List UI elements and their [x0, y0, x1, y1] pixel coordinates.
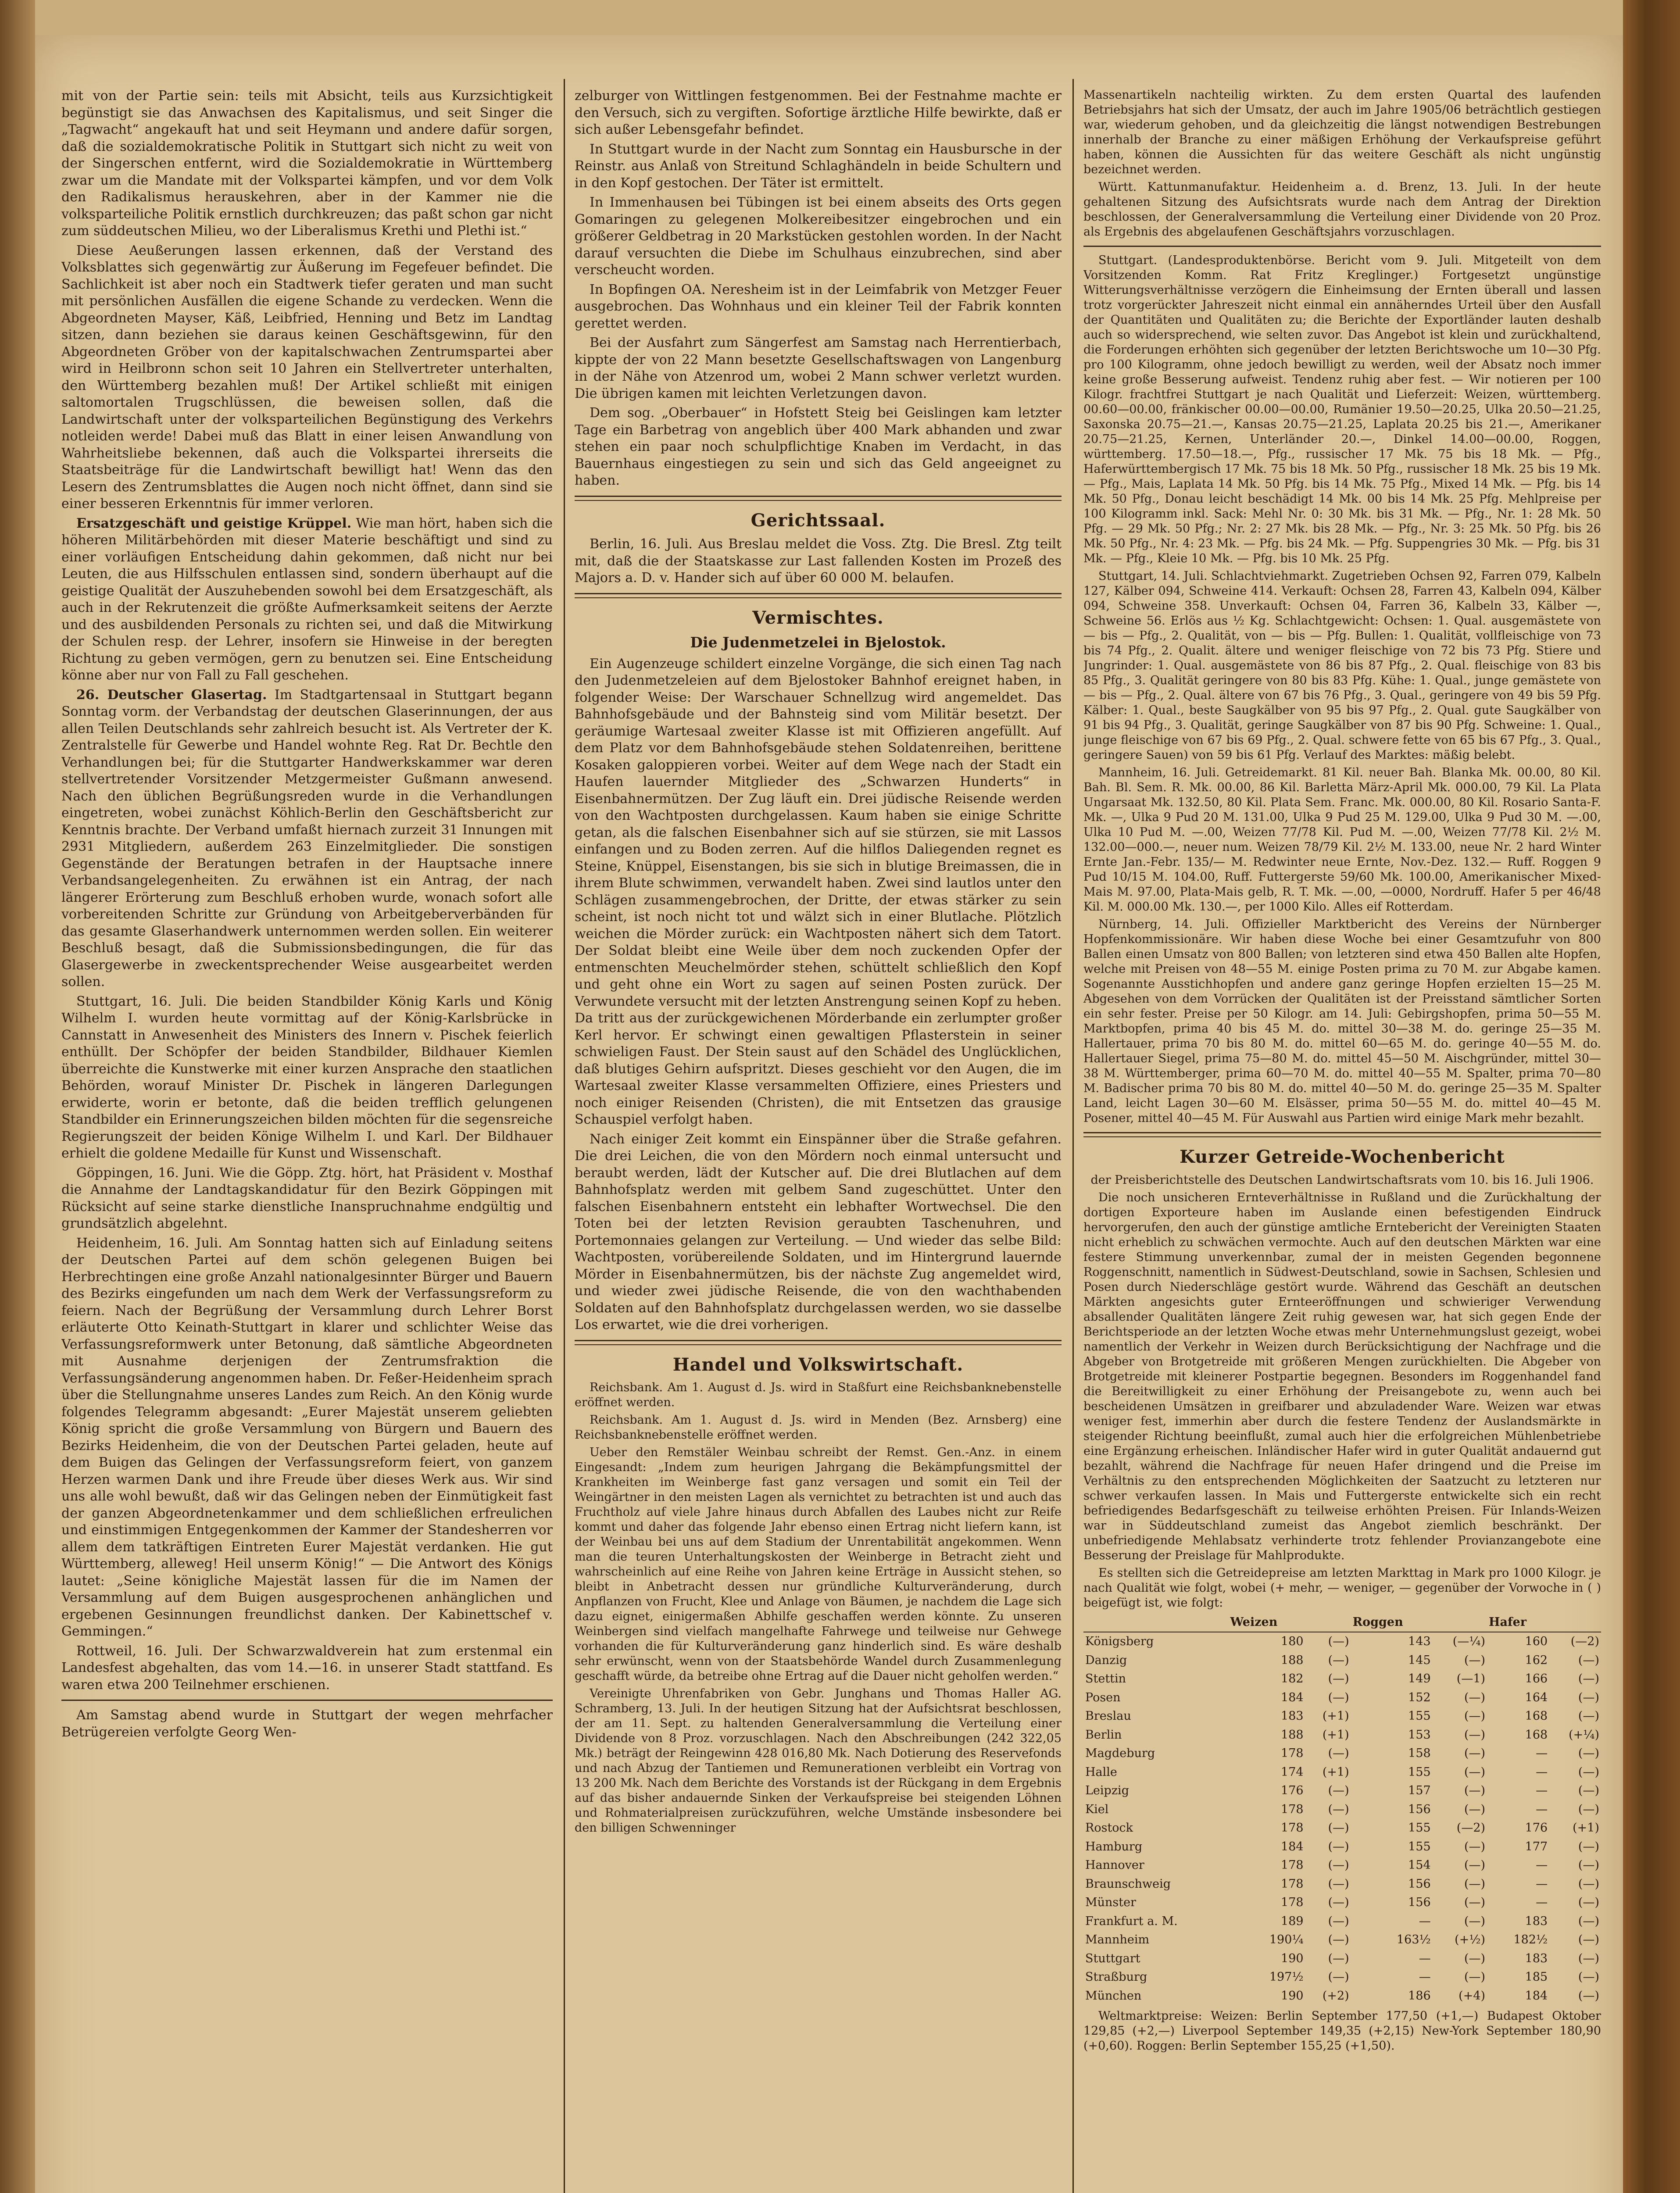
price-cell: 178 — [1281, 1747, 1304, 1760]
price-cell: (—) — [1328, 1802, 1349, 1816]
price-cell: (—) — [1328, 1951, 1349, 1965]
price-cell: (—) — [1328, 1690, 1349, 1704]
price-cell: (—) — [1328, 1747, 1349, 1760]
grain-price-table — [1083, 1613, 1601, 2006]
price-cell: 178 — [1281, 1858, 1304, 1872]
price-cell: (+¼) — [1569, 1728, 1599, 1742]
article-text: In Immenhausen bei Tübingen ist bei einem abseits des Orts gegen Gomaringen zu gelegenen Molkereibesitzer eingebrochen und ein größerer Geldbetrag in 20 Markstücken gestohlen worden. In der Nacht darauf versuchten die Diebe im Schulhaus einzubrechen, sind aber verscheucht worden. — [575, 195, 1062, 278]
price-cell: (—) — [1328, 1970, 1349, 1984]
table-row — [1083, 1950, 1601, 1968]
article-text: Rottweil, 16. Juli. Der Schwarzwaldverein hat zum erstenmal ein Landesfest abgehalten, das vom 14.—16. in unserer Stadt stattfand. Es waren etwa 200 Teilnehmer erschienen. — [61, 1643, 553, 1693]
price-cell: (—2) — [1570, 1635, 1599, 1648]
price-cell: 176 — [1525, 1821, 1548, 1835]
price-cell: (—) — [1464, 1765, 1486, 1779]
city-cell: Straßburg — [1085, 1970, 1147, 1984]
price-cell: 189 — [1281, 1914, 1304, 1928]
price-cell: (—) — [1464, 1653, 1486, 1667]
article-heading: 26. Deutscher Glasertag. — [76, 687, 267, 703]
city-cell: Hamburg — [1085, 1839, 1143, 1854]
table-header-row — [1083, 1613, 1601, 1632]
price-cell: (—) — [1578, 1970, 1599, 1984]
table-body — [1083, 1632, 1601, 2005]
divider — [1083, 246, 1601, 247]
city-cell: Hannover — [1085, 1858, 1144, 1872]
price-cell: (—) — [1578, 1690, 1599, 1704]
price-cell: 188 — [1281, 1728, 1304, 1742]
price-cell: (—) — [1578, 1858, 1599, 1872]
section-heading-getreide: Kurzer Getreide-Wochenbericht — [1180, 1147, 1505, 1167]
article-text: Nach einiger Zeit kommt ein Einspänner über die Straße gefahren. Die drei Leichen, die von den Mördern noch einmal untersucht und beraubt werden, lädt der Kutscher auf. Die drei Blutlachen auf dem Bahnhofsplatz werden mit gelbem Sand zugeschüttet. Unter den falschen Eisenbahnern entsteht ein lebhafter Wortwechsel. Die den Toten bei der letzten Revision geraubten Taschenuhren, und Portemonnaies gelangen zur Verteilung. — Und wieder das selbe Bild: Wachtposten, vorübereilende Soldaten, und im Hintergrund lauernde Mörder in Eisenbahnermützen, bis der nächste Zug angemeldet wird, und wieder zwei jüdische Reisende, die von den wachthabenden Soldaten auf den Bahnhofsplatz durchgelassen werden, wo sie dasselbe Los erwartet, wie die drei vorherigen. — [575, 1131, 1062, 1332]
price-cell: 158 — [1408, 1747, 1431, 1760]
price-cell: — — [1419, 1970, 1431, 1984]
price-cell: (—) — [1464, 1877, 1486, 1891]
city-cell: Münster — [1085, 1896, 1137, 1909]
price-cell: (+1) — [1322, 1765, 1349, 1779]
table-row — [1083, 1632, 1601, 1651]
city-cell: Stuttgart — [1085, 1951, 1140, 1965]
price-cell: (—) — [1464, 1802, 1486, 1816]
price-cell: (+1) — [1573, 1821, 1599, 1835]
price-cell: 166 — [1525, 1672, 1548, 1686]
price-cell: 154 — [1408, 1858, 1431, 1872]
article-body: Wie man hört, haben sich die höheren Militärbehörden mit dieser Materie beschäftigt und sind zu einer vorläufigen Entscheidung dahin gekommen, daß nicht nur bei Leuten, die aus Hilfsschulen entlassen sind, sondern überhaupt auf die geistige Qualität der Auszuhebenden sowohl bei dem Ersatzgeschäft, als auch in der Rekrutenzeit die größte Aufmerksamkeit seitens der Aerzte und des ausbildenden Personals zu richten sei, und daß die Mitwirkung der Schulen resp. der Lehrer, insofern sie Hinweise in der beregten Richtung zu geben vermögen, gern zu benutzen sei. Eine Entscheidung könne aber nur von Fall zu Fall geschehen. — [61, 515, 553, 683]
article-text: Es stellten sich die Getreidepreise am letzten Markttag in Mark pro 1000 Kilogr. je nach Qualität wie folgt, wobei (+ mehr, — weniger, — gegenüber der Vorwoche in ( ) beigefügt ist, wie folgt: — [1083, 1566, 1601, 1610]
article-text: Mannheim, 16. Juli. Getreidemarkt. 81 Kil. neuer Bah. Blanka Mk. 00.00, 80 Kil. Bah. Bl. Sem. R. Mk. 00.00, 86 Kil. Barletta März-April Mk. 000.00, 79 Kil. La Plata Ungarsaat Mk. 132.50, 80 Kil. Plata Sem. Franc. Mk. 000.00, 80 Kil. Rosario Santa-F. Mk. —, Ulka 9 Pud 20 M. 131.00, Ulka 9 Pud 25 M. 129.00, Ulka 9 Pud 30 M. —.00, Ulka 10 Pud M. —.00, Weizen 77/78 Kil. Pud M. —.00, Weizen 77/78 Kil. 2½ M. 132.00—000.—, neuer num. Weizen 78/79 Kil. 2½ M. 133.00, neue Nr. 2 hard Winter Ernte Jan.-Febr. 135/— M. Redwinter neue Ernte, Nov.-Dez. 132.— Ruff. Roggen 9 Pud 10/15 M. 104.00, Ruff. Futtergerste 59/60 Mk. 100.00, Amerikanischer Mixed-Mais M. 97.00, Plata-Mais gelb, R. T. Mk. —.00, —0000, Nordruff. Hafer 5 per 46/48 Kil. M. 000.00 Mk. 130.—, per 1000 Kilo. Alles eif Rotterdam. — [1083, 766, 1601, 914]
price-cell: (—) — [1578, 1896, 1599, 1909]
price-cell: (—) — [1464, 1747, 1486, 1760]
city-cell: Mannheim — [1085, 1933, 1150, 1947]
price-cell: 182 — [1281, 1672, 1304, 1686]
divider — [575, 1340, 1062, 1345]
city-cell: Posen — [1085, 1690, 1121, 1704]
price-cell: (+2) — [1322, 1989, 1349, 2003]
price-cell: — — [1419, 1914, 1431, 1928]
city-cell: Halle — [1085, 1765, 1117, 1779]
price-cell: 152 — [1408, 1690, 1431, 1704]
price-cell: (—) — [1328, 1784, 1349, 1797]
article-text: Stuttgart, 14. Juli. Schlachtviehmarkt. Zugetrieben Ochsen 92, Farren 079, Kalbeln 127, Kälber 094, Schweine 414. Verkauft: Ochsen 28, Farren 43, Kalbeln 094, Kälber 094, Schweine 358. Unverkauft: Ochsen 04, Farren 36, Kalbeln 33, Kälber —, Schweine 56. Erlös aus ½ Kg. Schlachtgewicht: Ochsen: 1. Qual. ausgemästete von — bis — Pfg., 2. Qualität, von — bis — Pfg. Bullen: 1. Qualität, vollfleischige von 73 bis 74 Pfg., 2. Qualit. ältere und weniger fleischige von 72 bis 73 Pfg. Stiere und Jungrinder: 1. Qual. ausgemästete von 86 bis 87 Pfg., 2. Qual. fleischige von 83 bis 85 Pfg., 3. Qualität geringere von 80 bis 83 Pfg. Kühe: 1. Qual., junge gemästete von — bis — Pfg., 2. Qual. ältere von 67 bis 76 Pfg., 3. Qual., geringere von 49 bis 59 Pfg. Kälber: 1. Qual., beste Saugkälber von 95 bis 97 Pfg., 2. Qual. gute Saugkälber von 91 bis 94 Pfg., 3. Qualität, geringe Saugkälber von 87 bis 90 Pfg. Schweine: 1. Qual., junge fleischige von 67 bis 69 Pfg., 2. Qual. schwere fette von 65 bis 67 Pfg., 3. Qual., geringere Sauen) von 59 bis 61 Pfg. Verlauf des Marktes: mäßig belebt. — [1083, 569, 1601, 762]
column-3 — [1083, 88, 1601, 2193]
price-cell: 185 — [1525, 1970, 1548, 1984]
price-cell: (—) — [1328, 1933, 1349, 1947]
article-text: Stuttgart, 16. Juli. Die beiden Standbilder König Karls und König Wilhelm I. wurden heute vormittag auf der König-Karlsbrücke in Cannstatt in Anwesenheit des Ministers des Innern v. Pischek feierlich enthüllt. Der Schöpfer der beiden Standbilder, Bildhauer Kiemlen überreichte die Kunstwerke mit einer kurzen Ansprache den staatlichen Behörden, worauf Minister Dr. Pischek in längeren Darlegungen erwiderte, worin er betonte, daß die beiden trefflich gelungenen Standbilder ein Erinnerungszeichen bilden möchten für die segensreiche Regierungszeit der beiden Könige Wilhelm I. und Karl. Der Bildhauer erhielt die goldene Medaille für Kunst und Wissenschaft. — [61, 993, 553, 1161]
table-header — [1305, 1613, 1351, 1632]
price-cell: (+1) — [1322, 1709, 1349, 1723]
price-cell: — — [1536, 1858, 1548, 1872]
table-header: Roggen — [1351, 1613, 1433, 1632]
price-cell: (—) — [1328, 1672, 1349, 1686]
price-cell: 177 — [1525, 1839, 1548, 1854]
table-header — [1549, 1613, 1601, 1632]
price-cell: (—) — [1328, 1839, 1349, 1854]
price-cell: — — [1419, 1951, 1431, 1965]
price-cell: (—) — [1464, 1728, 1486, 1742]
table-row — [1083, 1689, 1601, 1707]
table-header: Weizen — [1229, 1613, 1305, 1632]
price-cell: (—) — [1578, 1951, 1599, 1965]
price-cell: 149 — [1408, 1672, 1431, 1686]
price-cell: (—1) — [1456, 1672, 1486, 1686]
table-header — [1083, 1613, 1229, 1632]
table-row — [1083, 1707, 1601, 1726]
article-text: Bei der Ausfahrt zum Sängerfest am Samstag nach Herrentierbach, kippte der von 22 Mann besetzte Gesellschaftswagen von Langenburg in der Nähe von Atzenrod um, wobei 2 Mann schwer verletzt wurden. Die übrigen kamen mit leichten Verletzungen davon. — [575, 335, 1062, 401]
price-cell: (—) — [1578, 1914, 1599, 1928]
table-row — [1083, 1968, 1601, 1987]
price-cell: 178 — [1281, 1821, 1304, 1835]
city-cell: Stettin — [1085, 1672, 1126, 1686]
price-cell: — — [1536, 1802, 1548, 1816]
city-cell: Braunschweig — [1085, 1877, 1171, 1891]
price-cell: 186 — [1408, 1989, 1431, 2003]
article-body: Im Stadtgartensaal in Stuttgart begann Sonntag vorm. der Verbandstag der deutschen Glaserinnungen, der aus allen Teilen Deutschlands sehr zahlreich besucht ist. Als Vertreter der K. Zentralstelle für Gewerbe und Handel wohnte Reg. Rat Dr. Bechtle den Verhandlungen bei; für die Stuttgarter Handwerkskammer war deren stellvertretender Vorsitzender Metzgermeister Gußmann anwesend. Nach den üblichen Begrüßungsreden wurde in die Verhandlungen eingetreten, wobei zunächst Köhlich-Berlin den Geschäftsbericht zur Kenntnis brachte. Der Verband umfaßt hiernach zurzeit 31 Innungen mit 2931 Mitgliedern, außerdem 263 Einzelmitglieder. Die sonstigen Gegenstände der Beratungen betrafen in der Hauptsache innere Verbandsangelegenheiten. Zu erwähnen ist ein Antrag, der nach längerer Erörterung zum Beschluß erhoben wurde, wonach sofort alle vorbereitenden Schritte zur Gründung von Arbeitgeberverbänden für das gesamte Glaserhandwerk unternommen werden sollen. Ein weiterer Beschluß besagt, daß die Submissionsbedingungen, die für das Glasergewerbe in zweckentsprechender Weise ausgearbeitet werden sollen. — [61, 687, 553, 989]
price-cell: (—) — [1578, 1765, 1599, 1779]
article-heading: Die Judenmetzelei in Bjelostok. — [690, 634, 946, 651]
article-text: Reichsbank. Am 1. August d. Js. wird in Menden (Bez. Arnsberg) eine Reichsbanknebenstelle eröffnet werden. — [575, 1413, 1062, 1442]
price-cell: 155 — [1408, 1709, 1431, 1723]
price-cell: (—) — [1578, 1784, 1599, 1797]
price-cell: 178 — [1281, 1802, 1304, 1816]
column-1 — [61, 88, 553, 2193]
column-2 — [575, 88, 1062, 2193]
city-cell: Königsberg — [1085, 1635, 1154, 1648]
price-cell: (—) — [1464, 1896, 1486, 1909]
price-cell: (—) — [1464, 1709, 1486, 1723]
table-row — [1083, 1838, 1601, 1857]
table-row — [1083, 1800, 1601, 1819]
price-cell: (—¼) — [1452, 1635, 1486, 1648]
price-cell: (—) — [1464, 1690, 1486, 1704]
article-text: Reichsbank. Am 1. August d. Js. wird in Staßfurt eine Reichsbanknebenstelle eröffnet werden. — [575, 1381, 1062, 1409]
price-cell: 178 — [1281, 1896, 1304, 1909]
price-cell: — — [1536, 1784, 1548, 1797]
price-cell: 145 — [1408, 1653, 1431, 1667]
table-row — [1083, 1875, 1601, 1894]
column-rule — [564, 79, 565, 2193]
table-row — [1083, 1782, 1601, 1800]
table-row — [1083, 1893, 1601, 1912]
article-text: Heidenheim, 16. Juli. Am Sonntag hatten sich auf Einladung seitens der Deutschen Partei auf dem schön gelegenen Buigen bei Herbrechtingen eine große Anzahl nationalgesinnter Bürger und Bauern des Bezirks eingefunden um nach dem Werk der Verfassungsreform zu feiern. Nach der Begrüßung der Versammlung durch Lehrer Borst erläuterte Otto Keinath-Stuttgart in klarer und schlichter Weise das Verfassungsreformwerk unter Betonung, daß sämtliche Abgeordneten mit Ausnahme derjenigen der Zentrumsfraktion die Verfassungsänderung angenommen haben. Dr. Feßer-Heidenheim sprach über die Stellungnahme unseres Landes zum Reich. An den König wurde folgendes Telegramm abgesandt: „Eurer Majestät unserem geliebten König spricht die große Versammlung von Bürgern und Bauern des Bezirks Heidenheim, die von der Deutschen Partei geladen, heute auf dem Buigen das Gelingen der Verfassungsreform feiert, von ganzem Herzen warmen Dank und ihre Freude über dieses Werk aus. Wir sind uns alle wohl bewußt, daß wir das Gelingen neben der Einmütigkeit fast der ganzen Abgeordnetenkammer und dem schließlichen erfreulichen und einstimmigen Entgegenkommen der Kammer der Standesherren vor allem dem tatkräftigen Eintreten Eurer Majestät verdanken. Hie gut Württemberg, alleweg! Heil unserm König!“ — Die Antwort des Königs lautet: „Seine königliche Majestät lassen für die im Namen der Versammlung auf dem Buigen ausgesprochenen anhänglichen und ergebenen Gesinnungen freundlichst danken. Der Kabinettschef v. Gemmingen.“ — [61, 1235, 553, 1639]
price-cell: 157 — [1408, 1784, 1431, 1797]
price-cell: 155 — [1408, 1765, 1431, 1779]
price-cell: — — [1536, 1765, 1548, 1779]
article-text: Nürnberg, 14. Juli. Offizieller Marktbericht des Vereins der Nürnberger Hopfenkommissionäre. Wir haben diese Woche bei einer Gesamtzufuhr von 800 Ballen einen Umsatz von 800 Ballen; von letzteren sind etwa 450 Ballen alte Hopfen, welche mit Preisen von 48—55 M. einige Posten prima zu 70 M. zur Abgabe kamen. Sogenannte Ausstichhopfen und andere ganz geringe Hopfen erzielten 15—25 M. Abgesehen von dem Vorrücken der Qualitäten ist der Preisstand sämtlicher Sorten ein sehr fester. Preise per 50 Kilogr. am 14. Juli: Gebirgshopfen, prima 50—55 M. Marktbopfen, prima 40 bis 45 M. do. mittel 30—38 M. do. geringe 25—35 M. Hallertauer, prima 70 bis 80 M. do. mittel 60—65 M. do. geringe 40—55 M. do. Hallertauer Siegel, prima 75—80 M. do. mittel 45—50 M. Aischgründer, mittel 30—38 M. Württemberger, prima 60—70 M. do. mittel 40—55 M. Spalter, prima 70—80 M. Badischer prima 70 bis 80 M. do. mittel 40—50 M. do. geringe 25—35 M. Spalter Land, leicht Lagen 30—60 M. Elsässer, prima 50—55 M. do. mittel 40—45 M. Posener, mittel 40—45 M. Für Auswahl aus Partien wird einige Mark mehr bezahlt. — [1083, 918, 1601, 1125]
city-cell: Rostock — [1085, 1821, 1133, 1835]
article-text: Dem sog. „Oberbauer“ in Hofstett Steig bei Geislingen kam letzter Tage ein Barbetrag von angeblich über 400 Mark abhanden und zwar stehen ein paar noch schulpflichtige Knaben im Verdacht, in das Bauernhaus eingestiegen zu sein und sich das Geld angeeignet zu haben. — [575, 405, 1062, 488]
article-text: In Bopfingen OA. Neresheim ist in der Leimfabrik von Metzger Feuer ausgebrochen. Das Wohnhaus und ein kleiner Teil der Fabrik konnten gerettet werden. — [575, 282, 1062, 331]
price-cell: (—) — [1464, 1839, 1486, 1854]
price-cell: (—) — [1328, 1896, 1349, 1909]
price-cell: (—) — [1464, 1970, 1486, 1984]
table-row — [1083, 1931, 1601, 1950]
price-cell: 156 — [1408, 1896, 1431, 1909]
article-text: In Stuttgart wurde in der Nacht zum Sonntag ein Hausbursche in der Reinstr. aus Anlaß von Streitund Schlaghändeln in beide Schultern und in den Kopf gestochen. Der Täter ist ermittelt. — [575, 141, 1062, 191]
city-cell: Breslau — [1085, 1709, 1131, 1723]
price-cell: 163½ — [1396, 1933, 1431, 1947]
table-row — [1083, 1856, 1601, 1875]
price-cell: (—) — [1578, 1989, 1599, 2003]
price-cell: 174 — [1281, 1765, 1304, 1779]
price-cell: — — [1536, 1896, 1548, 1909]
table-row — [1083, 1744, 1601, 1763]
price-cell: (—) — [1578, 1802, 1599, 1816]
city-cell: Berlin — [1085, 1728, 1122, 1742]
section-heading-handel: Handel und Volkswirtschaft. — [672, 1354, 964, 1375]
price-cell: (—) — [1328, 1821, 1349, 1835]
price-cell: 156 — [1408, 1877, 1431, 1891]
price-cell: 188 — [1281, 1653, 1304, 1667]
price-cell: 183 — [1525, 1914, 1548, 1928]
price-cell: 155 — [1408, 1839, 1431, 1854]
price-cell: — — [1536, 1747, 1548, 1760]
article-text: Die noch unsicheren Ernteverhältnisse in Rußland und die Zurückhaltung der dortigen Exporteure haben im Auslande einen befestigenden Eindruck hervorgerufen, den auch der günstige amtliche Erntebericht der Vereinigten Staaten nicht erheblich zu schwächen vermochte. Auch auf den deutschen Märkten war eine festere Stimmung unverkennbar, zumal der in meisten Gegenden begonnene Roggenschnitt, namentlich in Südwest-Deutschland, sowie in Sachsen, Schlesien und Posen durch Niederschläge gestört wurde. Während das Geschäft an deutschen Märkten angesichts guter Ernteeröffnungen und schwieriger Verwendung absallender Qualitäten längere Zeit ruhig gewesen war, hat sich gegen Ende der Berichtsperiode an der letzten Woche etwas mehr Unternehmungslust gezeigt, wobei namentlich der Verkehr in Weizen durch Berücksichtigung der Nachfrage und die Abgeber von Brotgetreide mit größeren Mengen zurückhielten. Die Abgeber von Brotgetreide mit kleinerer Postpartie begegnen. Besonders im Roggenhandel fand die Bereitwilligkeit zu einer Erhöhung der Preisangebote zu, wenn auch bei bescheidenen Umsätzen in greifbarer und abzuladender Ware. Weizen war etwas weniger fest, immerhin aber durch die festere Tendenz der Auslandsmärkte in steigender Richtung beeinflußt, zumal auch hier die erfolgreichen Mühlenbetriebe eine Ergänzung erheischen. Inländischer Hafer wird in guter Qualität andauernd gut bezahlt, während die Nachfrage für neuen Hafer dringend und die Preise im Verhältnis zu den entsprechenden Möglichkeiten der Saatzucht zu letzteren nur schwer verkaufen lassen. In Mais und Futtergerste entwickelte sich ein recht befriedigendes Bedarfsgeschäft zu teilweise erhöhten Preisen. Für Inlands-Weizen war in Süddeutschland zumeist das Angebot ziemlich beschränkt. Der unbefriedigende Mehlabsatz verhinderte trotz fehlender Provianzangebote eine Besserung der Preislage für Mahlprodukte. — [1083, 1190, 1601, 1562]
price-cell: 160 — [1525, 1635, 1548, 1648]
city-cell: Frankfurt a. M. — [1085, 1914, 1178, 1928]
price-cell: 168 — [1525, 1728, 1548, 1742]
price-cell: (—) — [1328, 1877, 1349, 1891]
price-cell: (—) — [1464, 1858, 1486, 1872]
table-row — [1083, 1726, 1601, 1745]
price-cell: 155 — [1408, 1821, 1431, 1835]
article-text — [61, 515, 553, 684]
price-cell: (—) — [1328, 1653, 1349, 1667]
table-row — [1083, 1819, 1601, 1838]
price-cell: 197½ — [1269, 1970, 1304, 1984]
price-cell: 168 — [1525, 1709, 1548, 1723]
price-cell: 162 — [1525, 1653, 1548, 1667]
price-cell: (—) — [1578, 1877, 1599, 1891]
book-binding — [1623, 0, 1680, 2193]
article-text: Diese Aeußerungen lassen erkennen, daß der Verstand des Volksblattes sich gegenwärtig zur Äußerung im Fegefeuer befindet. Die Sachlichkeit ist aber noch ein Stadtwerk tiefer geraten und man sucht mit persönlichen Ausfällen die eigene Schande zu verdecken. Wenn die Abgeordneten Mayser, Käß, Leibfried, Henning und Betz im Landtag sitzen, dann beziehen sie daraus keinen Geschäftsgewinn, für den Abgeordneten Gröber von der kapitalschwachen Zentrumspartei aber wird in Heilbronn schon seit 10 Jahren ein Stellvertreter unterhalten, den Württemberg bezahlen muß! Der Artikel schließt mit einigen saltomortalen Trugschlüssen, die beweisen sollen, daß die Landwirtschaft unter der volksparteilichen Begünstigung des Verkehrs notleiden werde! Dabei muß das Blatt in einer leisen Anwandlung von Wahrheitsliebe bekennen, daß auch die Volkspartei ihrerseits die Staatsbeiträge für die Landwirtschaft bewilligt hat! Wenn das den Lesern des Zentrumsblattes die Augen noch nicht öffnet, dann sind sie einer besseren Erkenntnis für immer verloren. — [61, 243, 553, 511]
price-cell: 182½ — [1513, 1933, 1548, 1947]
article-text: Ueber den Remstäler Weinbau schreibt der Remst. Gen.-Anz. in einem Eingesandt: „Indem zum heurigen Jahrgang die Bekämpfungsmittel der Krankheiten im Weinberge fast ganz versagen und somit ein Teil der Weingärtner in den meisten Lagen als vernichtet zu betrachten ist und auch das Fruchtholz auf viele Jahre hinaus durch Abfallen des Laubes nicht zur Reife kommt und daher das folgende Jahr ebenso einen Ertrag nicht liefern kann, ist der Weinbau bei uns auf dem Stadium der Unrentabilität angekommen. Wenn man die teuren Unterhaltungskosten der Weinberge in Betracht zieht und wahrscheinlich auf eine Reihe von Jahren keine Erträge in Aussicht stehen, so bleibt in Anbetracht dessen nur gründliche Kulturveränderung, durch Anpflanzen von Frucht, Klee und Anlage von Bäumen, je nachdem die Lage sich dazu eignet, einigermaßen Abhilfe geschaffen werden könnte. Zu unseren Weinbergen sind vielfach mangelhafte Fahrwege und teilweise nur Gehwege vorhanden die für Kulturveränderung ganz hinderlich sind. Es wäre deshalb sehr erwünscht, wenn von der Staatsbehörde Wandel durch Zusammenlegung geschafft würde, da betreibe ohne Ertrag auf die Dauer nicht geholfen werden.“ — [575, 1446, 1062, 1683]
article-text: Ein Augenzeuge schildert einzelne Vorgänge, die sich einen Tag nach den Judenmetzeleien auf dem Bjelostoker Bahnhof ereignet haben, in folgender Weise: Der Warschauer Schnellzug wird angemeldet. Das Bahnhofsgebäude und der Bahnsteig sind vom Militär besetzt. Der geräumige Wartesaal zweiter Klasse ist mit Offizieren angefüllt. Auf dem Platz vor dem Bahnhofsgebäude stehen Soldatenreihen, berittene Kosaken galoppieren vorbei. Weiter auf dem Wege nach der Stadt ein Haufen lauernder Mitglieder des „Schwarzen Hunderts“ in Eisenbahnermützen. Der Zug läuft ein. Drei jüdische Reisende werden von den Wachtposten durchgelassen. Kaum haben sie einige Schritte getan, als die falschen Eisenbahner sich auf sie stürzen, sie mit Lassos einfangen und zu Boden zerren. Auf die hilflos Daliegenden regnet es Steine, Knüppel, Eisenstangen, bis sie sich in blutige Breimassen, die in ihrem Blute schwimmen, verwandelt haben. Zwei sind lautlos unter den Schlägen zusammengebrochen, der Dritte, der etwas stärker zu sein scheint, ist noch nicht tot und wälzt sich in einer Blutlache. Plötzlich weichen die Mörder zurück: ein Wachtposten nähert sich dem Tatort. Der Soldat bleibt eine Weile über dem noch zuckenden Opfer der entmenschten Meuchelmörder stehen, schüttelt schließlich den Kopf und geht ohne ein Wort zu sagen auf seinen Posten zurück. Der Verwundete versucht mit der letzten Anstrengung seinen Kopf zu heben. Da tritt aus der zurückgewichenen Mörderbande ein zerlumpter großer Kerl hervor. Er schwingt einen gewaltigen Pflasterstein in seiner schwieligen Faust. Der Stein saust auf den Schädel des Unglücklichen, daß blutiges Gehirn aufspritzt. Dieses geschieht vor den Augen, die im Wartesaal zweiter Klasse versammelten Offiziere, eines Priesters und noch einiger Reisenden (Christen), die mit Entsetzen das grausige Schauspiel verfolgt haben. — [575, 656, 1062, 1127]
city-cell: Kiel — [1085, 1802, 1109, 1816]
divider — [575, 496, 1062, 501]
article-text: Am Samstag abend wurde in Stuttgart der wegen mehrfacher Betrügereien verfolgte Georg Wen- — [61, 1707, 553, 1740]
price-cell: (+4) — [1458, 1989, 1486, 2003]
article-text: Stuttgart. (Landesproduktenbörse. Bericht vom 9. Juli. Mitgeteilt von dem Vorsitzenden Komm. Rat Fritz Kreglinger.) Fortgesetzt ungünstige Witterungsverhältnisse verzögern die Einheimsung der Ernten überall und lassen trotz vorgerückter Jahreszeit nicht einmal ein annäherndes Urteil über den Ausfall der Quantitäten und Qualitäten zu; die Berichte der Exportländer lauten deshalb auch so widersprechend, wie selten zuvor. Das Angebot ist klein und zurückhaltend, die Forderungen erhöhten sich gegenüber der letzten Berichtswoche um 10—30 Pfg. pro 100 Kilogramm, ohne jedoch bewilligt zu werden, weil der Absatz noch immer keine große Besserung aufweist. Tendenz ruhig aber fest. — Wir notieren per 100 Kilogr. frachtfrei Stuttgart je nach Qualität und Lieferzeit: Weizen, württemberg. 00.60—00.00, fränkischer 00.00—00.00, Rumänier 19.50—20.25, Ulka 20.50—21.25, Saxonska 20.75—21.—, Kansas 20.75—21.25, Laplata 20.25 bis 21.—, Amerikaner 20.75—21.25, Kernen, Unterländer 20.—, Dinkel 14.00—00.00, Roggen, württemberg. 17.50—18.—, Pfg., russischer 17 Mk. 75 bis 18 Mk. — Pfg., Haferwürttembergisch 17 Mk. 75 bis 18 Mk. 50 Pfg., russischer 18 Mk. 25 bis 19 Mk. — Pfg., Mais, Laplata 14 Mk. 50 Pfg. bis 14 Mk. 75 Pfg., Mixed 14 Mk. — Pfg. bis 14 Mk. 50 Pfg., Donau leicht beschädigt 14 Mk. 00 bis 14 Mk. 25 Pfg. Mehlpreise per 100 Kilogramm inkl. Sack: Mehl Nr. 0: 30 Mk. bis 31 Mk. — Pfg., Nr. 1: 28 Mk. 50 Pfg. — 29 Mk. 50 Pfg.; Nr. 2: 27 Mk. bis 28 Mk. — Pfg., Nr. 3: 25 Mk. 50 Pfg. bis 26 Mk. 50 Pfg., Nr. 4: 23 Mk. — Pfg. bis 24 Mk. — Pfg. Suppengries 30 Mk. — Pfg. bis 31 Mk. — Pfg., Kleie 10 Mk. — Pfg. bis 10 Mk. 25 Pfg. — [1083, 254, 1601, 565]
price-cell: 143 — [1408, 1635, 1431, 1648]
price-cell: 176 — [1281, 1784, 1304, 1797]
price-cell: (—) — [1328, 1858, 1349, 1872]
price-cell: 184 — [1281, 1839, 1304, 1854]
price-cell: 183 — [1525, 1951, 1548, 1965]
table-header: Hafer — [1487, 1613, 1549, 1632]
price-cell: (—) — [1464, 1951, 1486, 1965]
price-cell: (+½) — [1455, 1933, 1486, 1947]
price-cell: (—) — [1464, 1784, 1486, 1797]
article-heading: Ersatzgeschäft und geistige Krüppel. — [76, 515, 352, 531]
article-text: mit von der Partie sein: teils mit Absicht, teils aus Kurzsichtigkeit begünstigt sie das Anwachsen des Kapitalismus, und seit Singer die „Tagwacht“ angekauft hat und seit Heymann und andere dafür sorgen, daß die sozialdemokratische Politik in Stuttgart sich nicht zu weit von der Singerschen entfernt, wird die Sozialdemokratie in Württemberg zwar um die Mandate mit der Volkspartei kämpfen, und vor dem Volk den Radikalismus herauskehren, aber in der Kammer nie die volksparteiliche Politik ernstlich durchkreuzen; das paßt schon gar nicht zum süddeutschen Milieu, wo der Liberalismus Krethi und Plethi ist.“ — [61, 88, 553, 239]
table-row — [1083, 1987, 1601, 2006]
section-subheading: der Preisberichtstelle des Deutschen Landwirtschaftsrats vom 10. bis 16. Juli 1906. — [1090, 1173, 1594, 1187]
article-text: Weltmarktpreise: Weizen: Berlin September 177,50 (+1,—) Budapest Oktober 129,85 (+2,—) Liverpool September 149,35 (+2,15) New-York September 180,90 (+0,60). Roggen: Berlin September 155,25 (+1,50). — [1083, 2009, 1601, 2053]
city-cell: Leipzig — [1085, 1784, 1129, 1797]
article-text — [61, 687, 553, 991]
table-row — [1083, 1670, 1601, 1689]
column-rule — [1072, 79, 1074, 2193]
divider — [575, 593, 1062, 598]
article-text: zelburger von Wittlingen festgenommen. Bei der Festnahme machte er den Versuch, sich zu vergiften. Sofortige ärztliche Hilfe bewirkte, daß er sich außer Lebensgefahr befindet. — [575, 88, 1062, 137]
table-row — [1083, 1651, 1601, 1670]
divider — [1083, 1132, 1601, 1137]
newspaper-page — [35, 35, 1623, 2193]
price-cell: (—) — [1578, 1747, 1599, 1760]
article-text: Göppingen, 16. Juni. Wie die Göpp. Ztg. hört, hat Präsident v. Mosthaf die Annahme der Landtagskandidatur für den Bezirk Göppingen mit Rücksicht auf seine starke dienstliche Inanspruchnahme endgültig und grundsätzlich abgelehnt. — [61, 1165, 553, 1231]
table-header — [1433, 1613, 1487, 1632]
price-cell: (—) — [1578, 1672, 1599, 1686]
city-cell: Danzig — [1085, 1653, 1127, 1667]
table-row — [1083, 1912, 1601, 1931]
article-text: Vereinigte Uhrenfabriken von Gebr. Junghans und Thomas Haller AG. Schramberg, 13. Juli. In der heutigen Sitzung hat der Aufsichtsrat beschlossen, der am 11. Sept. zu haltenden Generalversammlung die Verteilung einer Dividende von 8 Proz. vorzuschlagen. Nach den Abschreibungen (242 322,05 Mk.) beträgt der Reingewinn 428 016,80 Mk. Nach Dotierung des Reservefonds und nach Abzug der Tantiemen und Remunerationen verbleibt ein Vortrag von 13 200 Mk. Nach dem Berichte des Vorstands ist der Rückgang in dem Ergebnis auf das bisher andauernde Sinken der Verkaufspreise bei steigenden Löhnen und Rohmaterialpreisen zurückzuführen, welche Umstände insbesondere bei den billigen Schwenninger — [575, 1687, 1062, 1835]
price-cell: (—2) — [1456, 1821, 1486, 1835]
price-cell: (—) — [1578, 1839, 1599, 1854]
price-cell: — — [1536, 1877, 1548, 1891]
price-cell: 190 — [1281, 1951, 1304, 1965]
price-cell: 164 — [1525, 1690, 1548, 1704]
price-cell: 156 — [1408, 1802, 1431, 1816]
price-cell: (—) — [1578, 1933, 1599, 1947]
city-cell: München — [1085, 1989, 1142, 2003]
price-cell: (—) — [1328, 1635, 1349, 1648]
price-cell: 190¼ — [1269, 1933, 1304, 1947]
price-cell: (—) — [1578, 1653, 1599, 1667]
city-cell: Magdeburg — [1085, 1747, 1155, 1760]
price-cell: (—) — [1464, 1914, 1486, 1928]
price-cell: (+1) — [1322, 1728, 1349, 1742]
price-cell: 190 — [1281, 1989, 1304, 2003]
price-cell: 178 — [1281, 1877, 1304, 1891]
article-text: Massenartikeln nachteilig wirkten. Zu dem ersten Quartal des laufenden Betriebsjahrs hat sich der Umsatz, der auch im Jahre 1905/06 beträchtlich gestiegen war, wiederum gehoben, und da gleichzeitig die längst notwendigen Bestrebungen innerhalb der Branche zu einer mäßigen Erhöhung der Verkaufspreise geführt haben, können die Aussichten für das weitere Geschäft als nicht ungünstig bezeichnet werden. — [1083, 88, 1601, 176]
price-cell: 183 — [1281, 1709, 1304, 1723]
article-text: Berlin, 16. Juli. Aus Breslau meldet die Voss. Ztg. Die Bresl. Ztg teilt mit, daß die der Staatskasse zur Last fallenden Kosten im Prozeß des Majors a. D. v. Hander sich auf über 60 000 M. belaufen. — [575, 536, 1062, 586]
table-row — [1083, 1763, 1601, 1782]
price-cell: (—) — [1578, 1709, 1599, 1723]
price-cell: 153 — [1408, 1728, 1431, 1742]
section-heading-vermischtes: Vermischtes. — [752, 607, 884, 628]
price-cell: 180 — [1281, 1635, 1304, 1648]
section-heading-gerichtssaal: Gerichtssaal. — [751, 510, 886, 531]
price-cell: 184 — [1281, 1690, 1304, 1704]
price-cell: (—) — [1328, 1914, 1349, 1928]
article-text: Württ. Kattunmanufaktur. Heidenheim a. d. Brenz, 13. Juli. In der heute gehaltenen Sitzung des Aufsichtsrats wurde nach dem Antrag der Direktion beschlossen, der Generalversammlung die Verteilung einer Dividende von 20 Proz. als Ergebnis des abgelaufenen Geschäftsjahrs vorzuschlagen. — [1083, 180, 1601, 239]
divider — [61, 1700, 553, 1701]
left-page-edge — [0, 0, 35, 2193]
price-cell: 184 — [1525, 1989, 1548, 2003]
